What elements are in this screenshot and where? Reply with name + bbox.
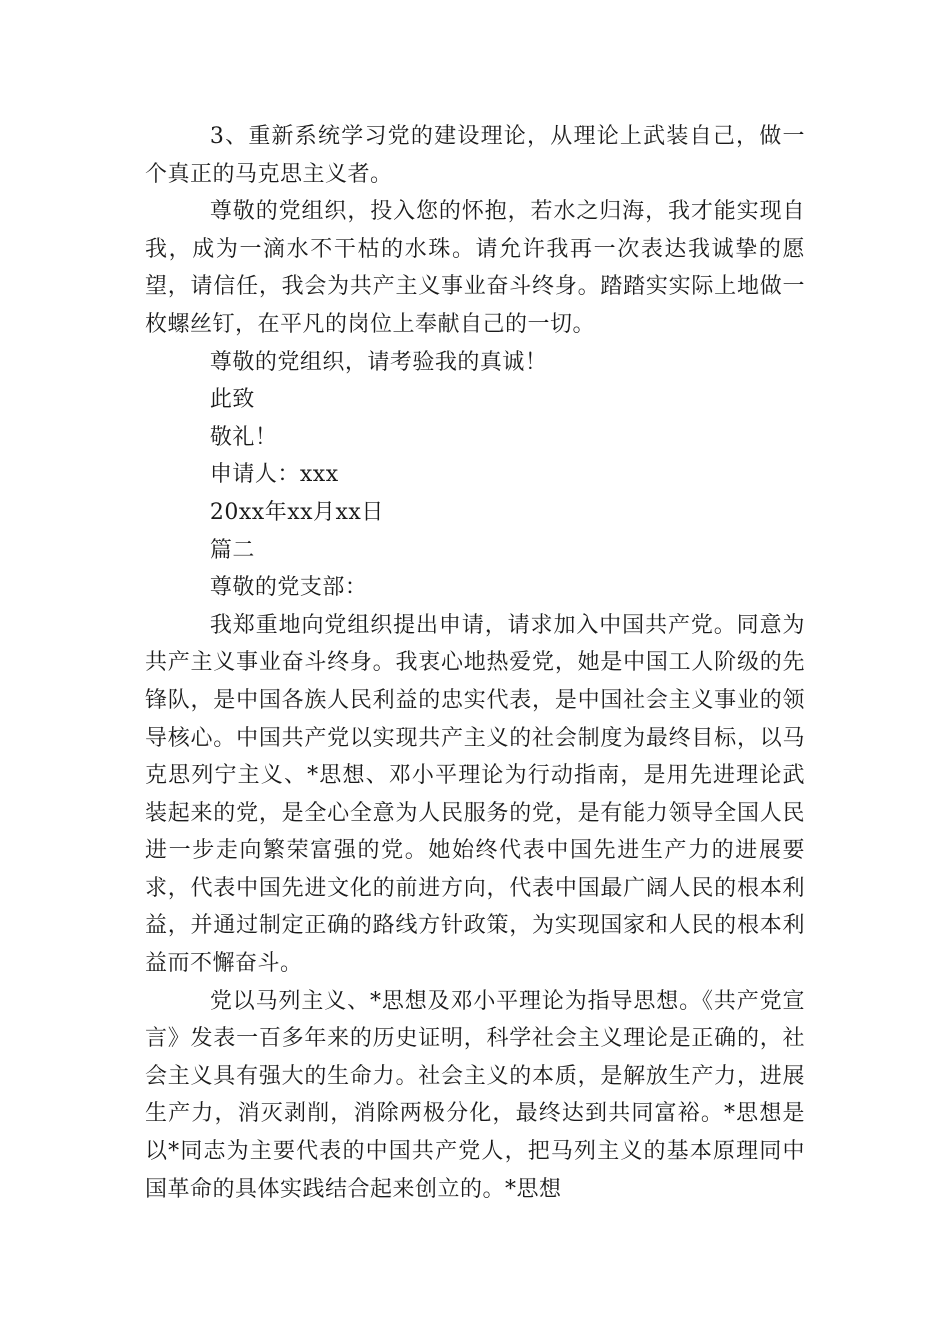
- paragraph-test-sincerity: 尊敬的党组织，请考验我的真诚！: [209, 349, 548, 375]
- section-heading: 篇二: [209, 537, 255, 563]
- applicant-signature: 申请人：xxx: [209, 462, 339, 488]
- letter-greeting: 尊敬的党支部：: [209, 575, 368, 601]
- closing-regards: 敬礼！: [209, 424, 278, 450]
- paragraph-guiding-thought: 党以马列主义、*思想及邓小平理论为指导思想。《共产党宣言》发表一百多年来的历史证明，科学社会主义理论是正确的，社会主义具有强大的生命力。社会主义的本质，是解放生产力，进展生产力，消灭剥削，消除两极分化，最终达到共同富裕。*思想是以*同志为主要代表的中国共产党人，把马列主义的基本原理同中国革命的具体实践结合起来创立的。*思想: [145, 988, 805, 1202]
- letter-date: 20xx年xx月xx日: [209, 499, 384, 525]
- paragraph-aspiration: 尊敬的党组织，投入您的怀抱，若水之归海，我才能实现自我，成为一滴水不干枯的水珠。请允许我再一次表达我诚挚的愿望，请信任，我会为共产主义事业奋斗终身。踏踏实实际上地做一枚螺丝钉，在平凡的岗位上奉献自己的一切。: [145, 199, 805, 337]
- paragraph-study-theory: 3、重新系统学习党的建设理论，从理论上武装自己，做一个真正的马克思主义者。: [145, 124, 805, 187]
- paragraph-application: 我郑重地向党组织提出申请，请求加入中国共产党。同意为共产主义事业奋斗终身。我衷心地热爱党，她是中国工人阶级的先锋队，是中国各族人民利益的忠实代表，是中国社会主义事业的领导核心。中国共产党以实现共产主义的社会制度为最终目标，以马克思列宁主义、*思想、邓小平理论为行动指南，是用先进理论武装起来的党，是全心全意为人民服务的党，是有能力领导全国人民进一步走向繁荣富强的党。她始终代表中国先进生产力的进展要求，代表中国先进文化的前进方向，代表中国最广阔人民的根本利益，并通过制定正确的路线方针政策，为实现国家和人民的根本利益而不懈奋斗。: [145, 612, 805, 977]
- closing-salutation: 此致: [209, 387, 255, 413]
- document-page: [145, 118, 805, 1208]
